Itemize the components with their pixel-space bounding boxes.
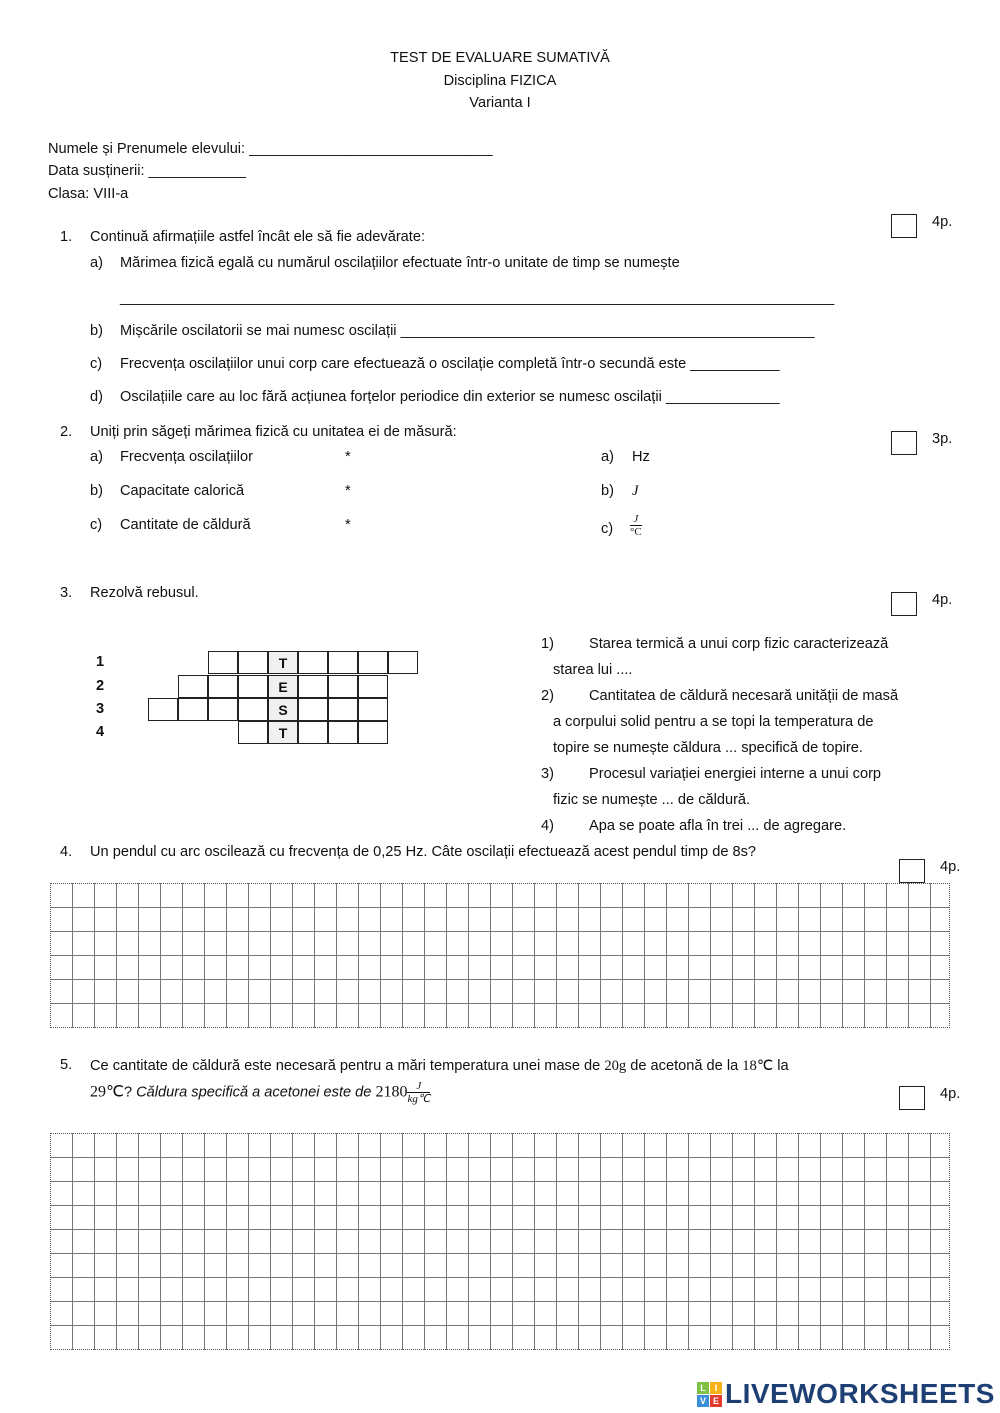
clue-text: topire se numește căldura ... specifică de topire. xyxy=(553,740,863,756)
clue-text: Apa se poate afla în trei ... de agregare. xyxy=(589,818,847,834)
logo-letter: L xyxy=(697,1382,709,1394)
clue-text: starea lui .... xyxy=(553,662,633,678)
clue-text: Procesul variației energiei interne a unui corp xyxy=(589,766,882,782)
logo-letter: V xyxy=(697,1395,709,1407)
crossword-cell[interactable] xyxy=(298,698,328,721)
crossword-cell[interactable] xyxy=(298,721,328,744)
q3-score-box[interactable] xyxy=(891,592,917,616)
q2-points: 3p. xyxy=(932,431,953,447)
logo-letter: I xyxy=(710,1382,722,1394)
logo-letter: E xyxy=(710,1395,722,1407)
q2-left-b: Capacitate calorică xyxy=(120,483,245,499)
q5-score-box[interactable] xyxy=(899,1086,925,1110)
crossword-cell[interactable] xyxy=(358,698,388,721)
q5-points: 4p. xyxy=(940,1086,961,1102)
q1a-answer-line[interactable]: ________________________________________________________________________________________ xyxy=(120,290,835,306)
crossword-row-number: 4 xyxy=(96,724,105,740)
q5-text-e: Căldura specifică a acetonei este de xyxy=(136,1084,376,1101)
q3-text: Rezolvă rebusul. xyxy=(90,585,199,601)
q4-score-box[interactable] xyxy=(899,859,925,883)
q5-line1 xyxy=(90,1057,789,1075)
q2-left-b-label: b) xyxy=(90,483,103,499)
clue-text: Starea termică a unui corp fizic caracterizează xyxy=(589,636,889,652)
q5-line2 xyxy=(90,1080,430,1105)
crossword-cell[interactable] xyxy=(328,721,358,744)
crossword-cell[interactable] xyxy=(208,651,238,674)
logo-icon xyxy=(697,1382,722,1407)
q5-text-a: Ce cantitate de căldură este necesară pentru a mări temperatura unei mase de xyxy=(90,1058,605,1074)
clue-text: Cantitatea de căldură necesară unității de masă xyxy=(589,688,899,704)
q1a-label: a) xyxy=(90,255,103,271)
q2-score-box[interactable] xyxy=(891,431,917,455)
q5-t2: 29℃ xyxy=(90,1083,124,1101)
clue-text: fizic se numește ... de căldură. xyxy=(553,792,751,808)
q2-text: Uniți prin săgeți mărimea fizică cu unitatea ei de măsură: xyxy=(90,424,457,440)
crossword-cell[interactable] xyxy=(328,675,358,698)
crossword-cell[interactable] xyxy=(238,721,268,744)
q2-star-a[interactable]: * xyxy=(345,449,351,465)
clue-number: 2) xyxy=(541,688,554,704)
student-name-field[interactable]: Numele și Prenumele elevului: ______________________________ xyxy=(48,141,493,157)
q3-points: 4p. xyxy=(932,592,953,608)
logo-text: LIVEWORKSHEETS xyxy=(725,1378,995,1409)
crossword-row-number: 2 xyxy=(96,678,105,694)
q1c-text[interactable]: Frecvența oscilațiilor unui corp care efectuează o oscilație completă într-o secundă este ___________ xyxy=(120,356,780,372)
crossword-cell[interactable] xyxy=(238,651,268,674)
crossword-row-number: 1 xyxy=(96,654,105,670)
clue-number: 3) xyxy=(541,766,554,782)
q4-answer-grid[interactable] xyxy=(50,883,950,1028)
crossword-cell[interactable] xyxy=(148,698,178,721)
crossword-cell[interactable] xyxy=(208,698,238,721)
crossword-key-cell: S xyxy=(268,698,298,721)
q2-number: 2. xyxy=(60,424,73,440)
q5-number: 5. xyxy=(60,1057,73,1073)
crossword-cell[interactable] xyxy=(178,698,208,721)
q5-text-c: la xyxy=(773,1058,789,1074)
clue-text: a corpului solid pentru a se topi la temperatura de xyxy=(553,714,874,730)
crossword-cell[interactable] xyxy=(238,698,268,721)
q5-t1: 18℃ xyxy=(742,1058,774,1074)
crossword-cell[interactable] xyxy=(208,675,238,698)
variant: Varianta I xyxy=(469,95,531,111)
q1a-text: Mărimea fizică egală cu numărul oscilațiilor efectuate într-o unitate de timp se numește xyxy=(120,255,680,271)
q5-unit-num: J xyxy=(407,1080,430,1093)
test-title: TEST DE EVALUARE SUMATIVĂ xyxy=(390,50,610,66)
crossword-key-cell: T xyxy=(268,651,298,674)
crossword-cell[interactable] xyxy=(238,675,268,698)
q1b-text[interactable]: Mișcările oscilatorii se mai numesc oscilații ___________________________________________________ xyxy=(120,323,815,339)
crossword-cell[interactable] xyxy=(358,651,388,674)
class-label: Clasa: VIII-a xyxy=(48,186,129,202)
crossword-cell[interactable] xyxy=(358,721,388,744)
crossword-row-number: 3 xyxy=(96,701,105,717)
crossword-cell[interactable] xyxy=(328,698,358,721)
crossword-cell[interactable] xyxy=(358,675,388,698)
liveworksheets-logo xyxy=(697,1378,995,1410)
q2-right-a[interactable]: Hz xyxy=(632,449,650,465)
q1-number: 1. xyxy=(60,229,73,245)
q1-text: Continuă afirmațiile astfel încât ele să fie adevărate: xyxy=(90,229,426,245)
q1d-text[interactable]: Oscilațiile care au loc fără acțiunea forțelor periodice din exterior se numesc oscilații ______________ xyxy=(120,389,780,405)
q1-score-box[interactable] xyxy=(891,214,917,238)
crossword-key-cell: E xyxy=(268,675,298,698)
q2-right-b[interactable]: J xyxy=(632,483,639,499)
frac-num: J xyxy=(630,513,642,526)
q3-number: 3. xyxy=(60,585,73,601)
q4-text: Un pendul cu arc oscilează cu frecvența de 0,25 Hz. Câte oscilații efectuează acest pendul timp de 8s? xyxy=(90,844,757,860)
crossword-cell[interactable] xyxy=(388,651,418,674)
q5-mass: 20g xyxy=(604,1058,627,1074)
clue-number: 1) xyxy=(541,636,554,652)
date-field[interactable]: Data susținerii: ____________ xyxy=(48,163,246,179)
q5-answer-grid[interactable] xyxy=(50,1133,950,1350)
q2-left-c: Cantitate de căldură xyxy=(120,517,251,533)
q2-right-b-label: b) xyxy=(601,483,614,499)
q1-points: 4p. xyxy=(932,214,953,230)
discipline: Disciplina FIZICA xyxy=(443,73,557,89)
q2-left-a: Frecvența oscilațiilor xyxy=(120,449,254,465)
clue-number: 4) xyxy=(541,818,554,834)
q2-right-a-label: a) xyxy=(601,449,614,465)
q5-text-b: de acetonă de la xyxy=(626,1058,743,1074)
q5-text-d: ? xyxy=(123,1084,137,1101)
q5-c-value: 2180 xyxy=(375,1083,408,1101)
q1b-label: b) xyxy=(90,323,103,339)
q2-left-a-label: a) xyxy=(90,449,103,465)
crossword-cell[interactable] xyxy=(328,651,358,674)
q2-right-c-label: c) xyxy=(601,521,614,537)
crossword-cell[interactable] xyxy=(298,651,328,674)
frac-den: °C xyxy=(630,526,642,538)
q5-unit-den: kg℃ xyxy=(407,1093,431,1105)
q2-right-c[interactable] xyxy=(630,513,642,538)
q2-star-c[interactable]: * xyxy=(345,517,351,533)
q4-number: 4. xyxy=(60,844,73,860)
q4-points: 4p. xyxy=(940,859,961,875)
crossword-cell[interactable] xyxy=(298,675,328,698)
q2-left-c-label: c) xyxy=(90,517,103,533)
crossword-cell[interactable] xyxy=(178,675,208,698)
crossword-key-cell: T xyxy=(268,721,298,744)
q2-star-b[interactable]: * xyxy=(345,483,351,499)
q1d-label: d) xyxy=(90,389,103,405)
q1c-label: c) xyxy=(90,356,103,372)
